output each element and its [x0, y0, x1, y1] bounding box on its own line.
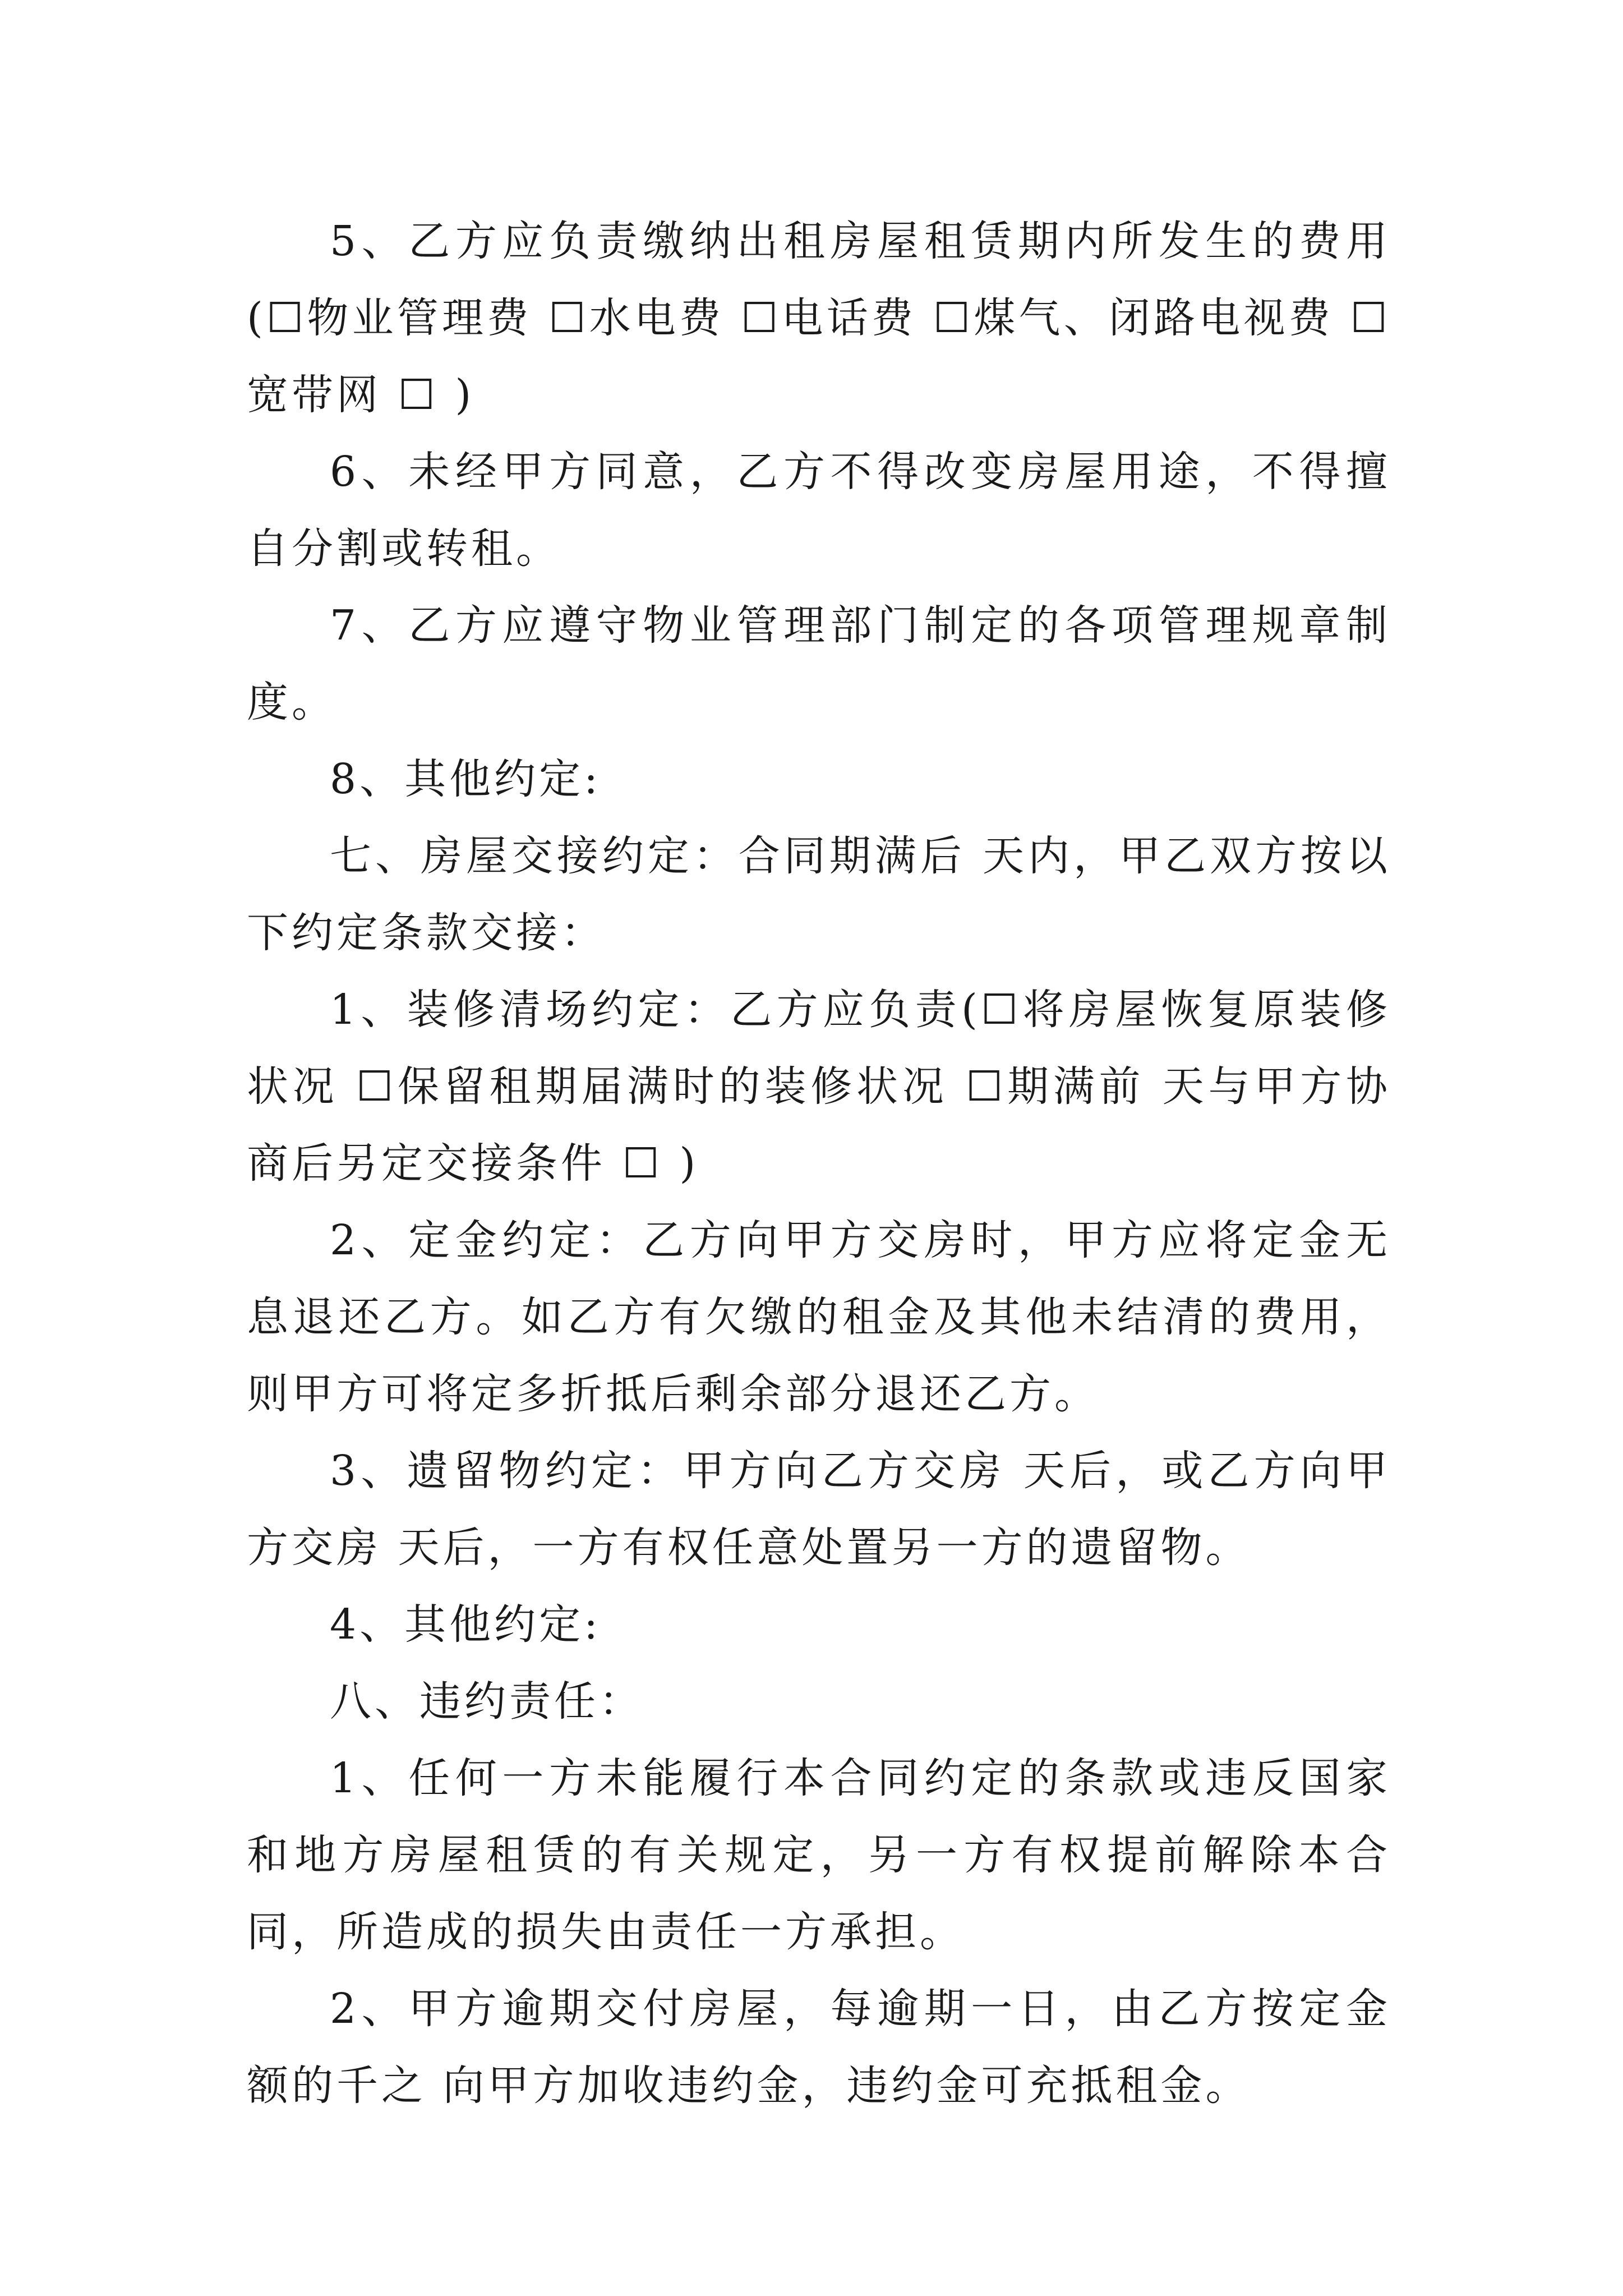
handover-clause-4-other: 4、其他约定:: [330, 1600, 602, 1649]
section-8-liability-heading: 八、违约责任：: [330, 1677, 644, 1726]
clause-5-fees: 5、乙方应负责缴纳出租房屋租赁期内所发生的费用(☐物业管理费 ☐水电费 ☐电话费 ☐煤气、闭路电视费 ☐宽带网 ☐ ): [247, 217, 1391, 419]
clause-8-other: 8、其他约定:: [330, 755, 602, 803]
liability-clause-1: 1、任何一方未能履行本合同约定的条款或违反国家和地方房屋租赁的有关规定，另一方有权提前解除本合同，所造成的损失由责任一方承担。: [247, 1754, 1391, 1956]
liability-clause-2: 2、甲方逾期交付房屋，每逾期一日，由乙方按定金额的千之 向甲方加收违约金，违约金可充抵租金。: [247, 1985, 1391, 2110]
handover-clause-2-deposit: 2、定金约定：乙方向甲方交房时，甲方应将定金无息退还乙方。如乙方有欠缴的租金及其他未结清的费用，则甲方可将定多折抵后剩余部分退还乙方。: [247, 1216, 1391, 1418]
clause-7-rules: 7、乙方应遵守物业管理部门制定的各项管理规章制度。: [247, 601, 1391, 726]
document-body: [247, 203, 1391, 2124]
section-7-handover-heading: 七、房屋交接约定：合同期满后 天内，甲乙双方按以下约定条款交接：: [247, 832, 1391, 957]
handover-clause-3-leftovers: 3、遗留物约定：甲方向乙方交房 天后，或乙方向甲方交房 天后，一方有权任意处置另一方的遗留物。: [247, 1447, 1391, 1572]
handover-clause-1-renovation: 1、装修清场约定：乙方应负责(☐将房屋恢复原装修状况 ☐保留租期届满时的装修状况 ☐期满前 天与甲方协商后另定交接条件 ☐ ): [247, 986, 1391, 1188]
clause-6-usage: 6、未经甲方同意，乙方不得改变房屋用途，不得擅自分割或转租。: [247, 448, 1391, 573]
